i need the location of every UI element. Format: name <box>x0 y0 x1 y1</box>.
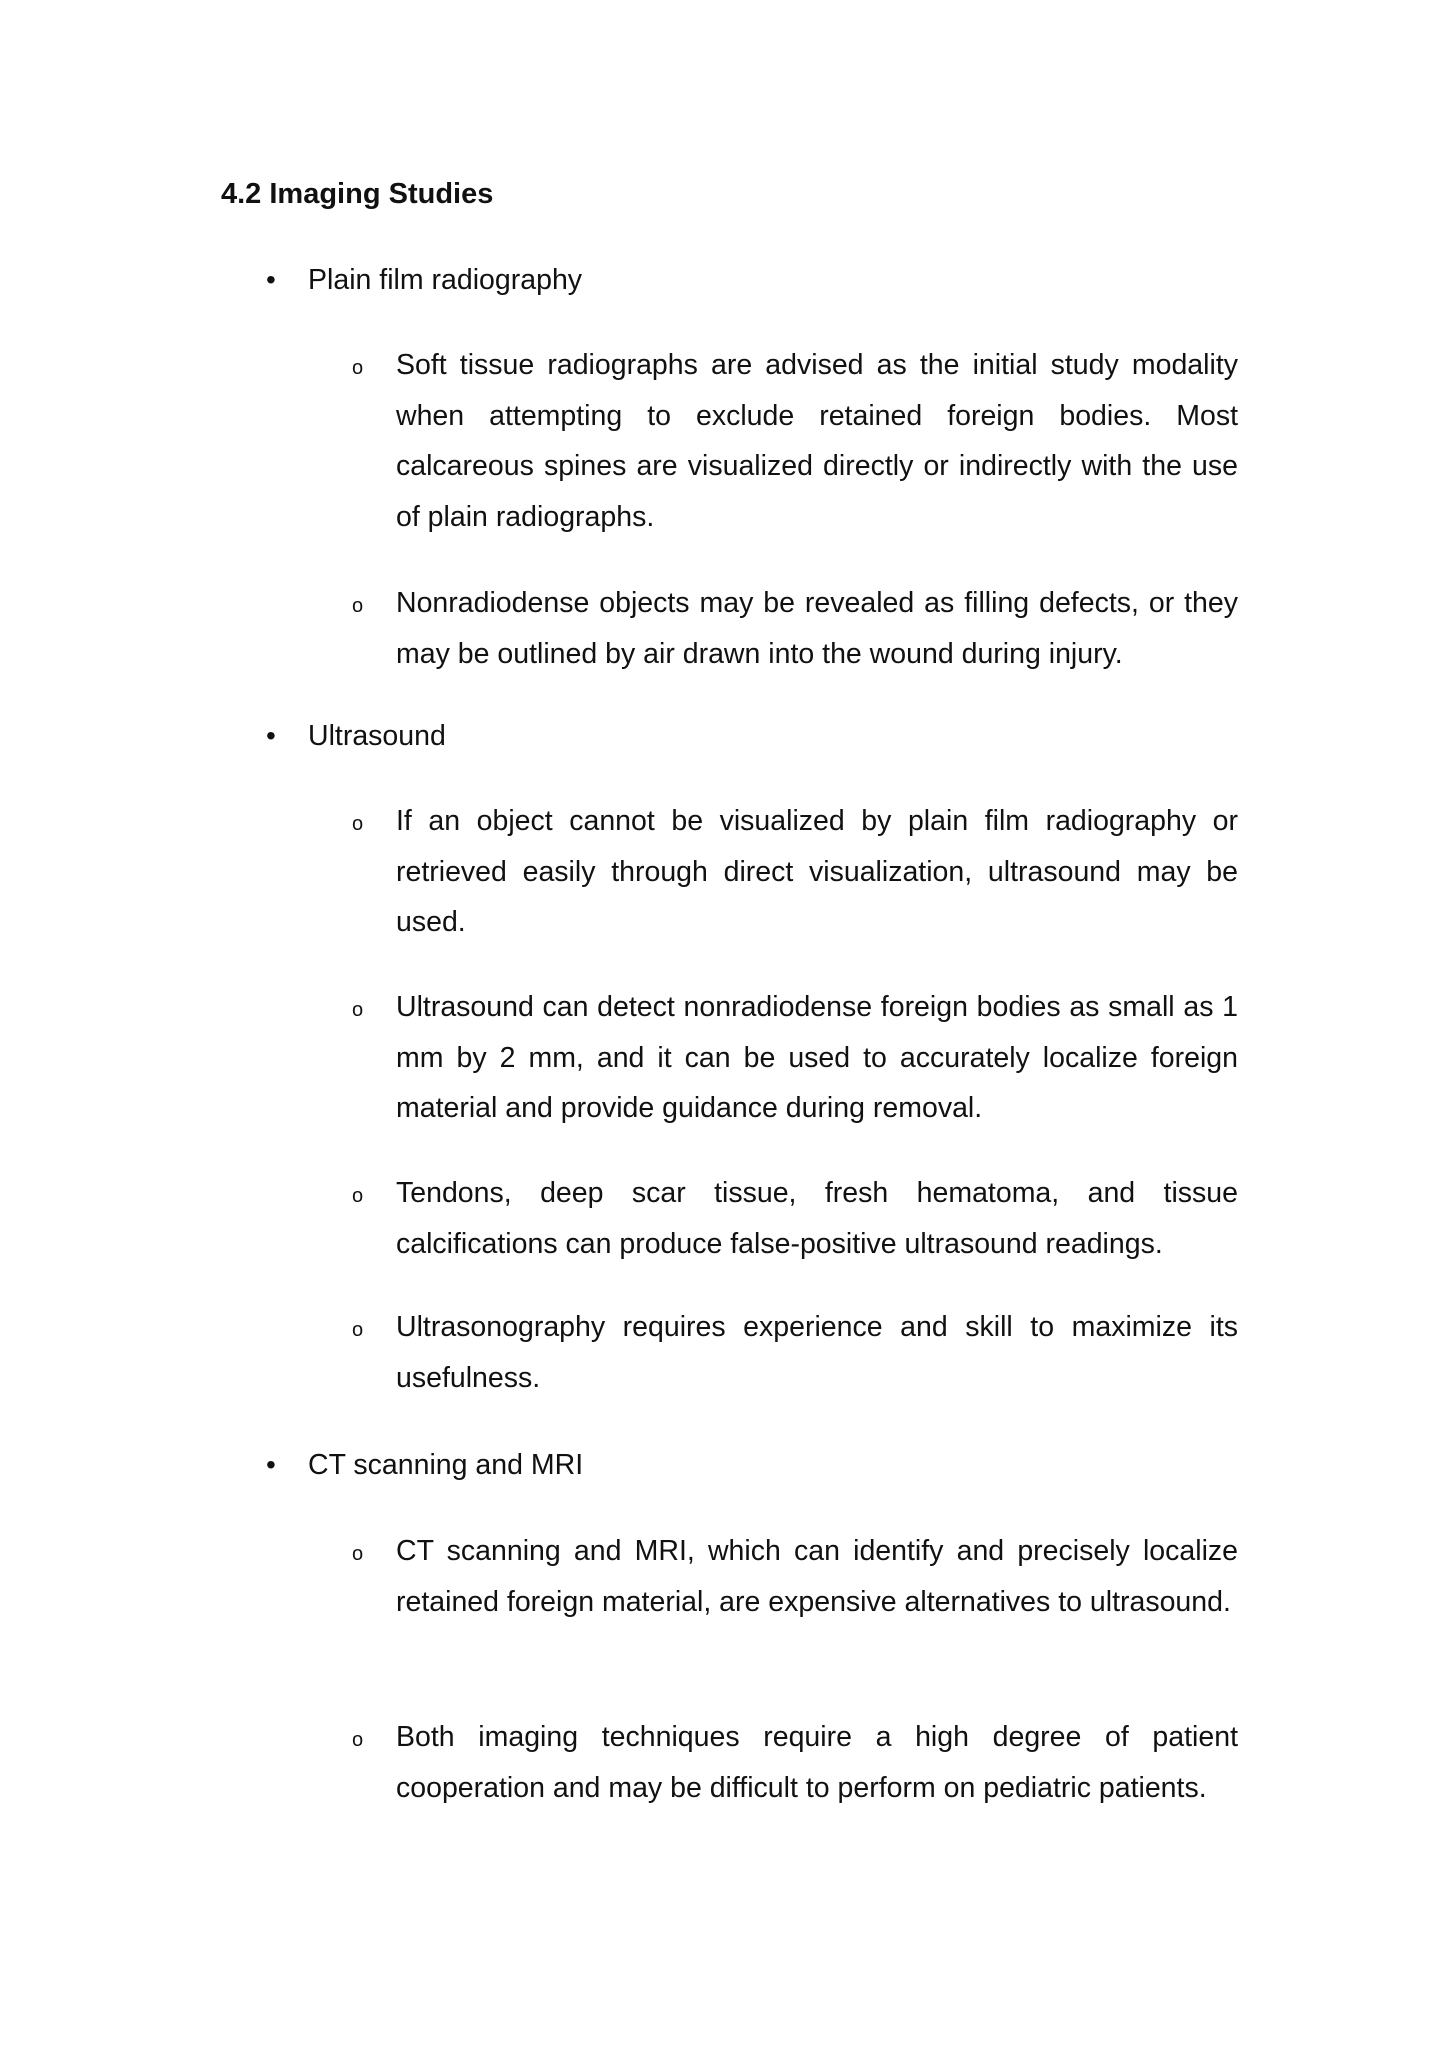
sub-bullet-marker: o <box>352 999 364 1021</box>
list-item: CT scanning and MRI, which can identify and precisely localize retained foreign material, are expensive alternatives to ultrasound. <box>396 1535 1238 1618</box>
sub-bullet-marker: o <box>352 1185 364 1207</box>
list-item: Ultrasonography requires experience and skill to maximize its usefulness. <box>396 1311 1238 1394</box>
sub-bullet-marker: o <box>352 813 364 835</box>
list-item: Nonradiodense objects may be revealed as filling defects, or they may be outlined by air drawn into the wound during injury. <box>396 587 1238 670</box>
section-heading: 4.2 Imaging Studies <box>221 178 494 210</box>
sub-bullet-marker: o <box>352 595 364 617</box>
bullet-label-ct-mri: CT scanning and MRI <box>308 1449 584 1481</box>
bullet-marker: • <box>266 1449 276 1480</box>
list-item: Both imaging techniques require a high degree of patient cooperation and may be difficult to perform on pediatric patients. <box>396 1721 1238 1804</box>
bullet-label-ultrasound: Ultrasound <box>308 720 446 752</box>
sub-bullet-marker: o <box>352 1543 364 1565</box>
bullet-marker: • <box>266 720 276 751</box>
bullet-label-plain-film: Plain film radiography <box>308 264 583 296</box>
sub-bullet-marker: o <box>352 357 364 379</box>
sub-bullet-marker: o <box>352 1319 364 1341</box>
list-item: Soft tissue radiographs are advised as the initial study modality when attempting to exclude retained foreign bodies. Most calcareous spines are visualized directly or indirectly with the use of plain radiographs. <box>396 349 1238 533</box>
list-item: Tendons, deep scar tissue, fresh hematoma, and tissue calcifications can produce false-positive ultrasound readings. <box>396 1177 1238 1260</box>
list-item: If an object cannot be visualized by plain film radiography or retrieved easily through direct visualization, ultrasound may be used. <box>396 805 1238 939</box>
sub-bullet-marker: o <box>352 1729 364 1751</box>
bullet-marker: • <box>266 264 276 295</box>
list-item: Ultrasound can detect nonradiodense foreign bodies as small as 1 mm by 2 mm, and it can be used to accurately localize foreign material and provide guidance during removal. <box>396 991 1238 1125</box>
